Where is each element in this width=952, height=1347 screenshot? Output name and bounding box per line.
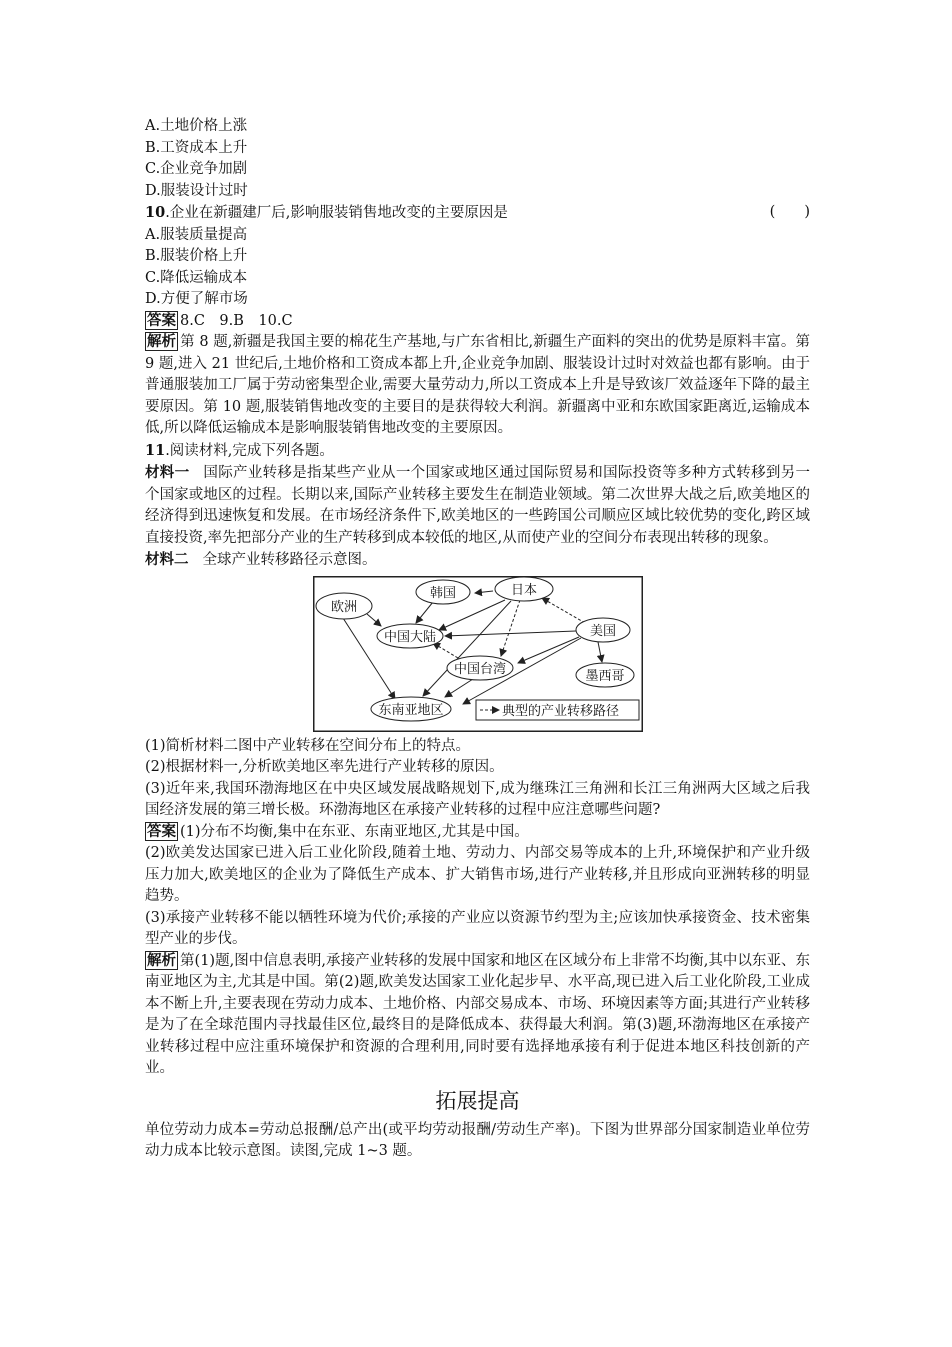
q11-sub-1: (1)简析材料二图中产业转移在空间分布上的特点。 [145, 737, 471, 754]
document-body [145, 116, 810, 1163]
answer-label: 答案 [147, 311, 176, 329]
answer-block-1 [145, 311, 810, 333]
legend-label: 典型的产业转移路径 [501, 703, 619, 719]
label-china: 中国大陆 [383, 629, 436, 645]
q10-answer-bracket: ( ) [769, 204, 810, 220]
label-sea: 东南亚地区 [377, 702, 444, 718]
label-europe: 欧洲 [330, 599, 357, 615]
analysis-label-2: 解析 [147, 951, 176, 969]
section-title: 拓展提高 [435, 1088, 520, 1113]
q10-stem-text: .企业在新疆建厂后,影响服装销售地改变的主要原因是 [165, 205, 508, 221]
analysis-label: 解析 [147, 333, 176, 350]
q11-stem-text: .阅读材料,完成下列各题。 [165, 442, 334, 459]
section-intro: 单位劳动力成本=劳动总报酬/总产出(或平均劳动报酬/劳动生产率)。下图为世界部分国家制造业单位劳动力成本比较示意图。读图,完成 1~3 题。 [145, 1121, 810, 1159]
q10-stem-row [145, 202, 810, 225]
q10-option-d: D.方便了解市场 [145, 291, 248, 307]
q10-option-a: A.服装质量提高 [145, 226, 248, 243]
q10-stem [145, 202, 508, 225]
label-japan: 日本 [510, 582, 537, 598]
material-2 [145, 549, 810, 572]
q11-sub-2: (2)根据材料一,分析欧美地区率先进行产业转移的原因。 [145, 759, 504, 775]
analysis-block-2 [145, 951, 810, 1080]
answer-block-2-item-3: (3)承接产业转移不能以牺牲环境为代价;承接的产业应以资源节约型为主;应该加快承接资金、技术密集型产业的步伐。 [145, 909, 810, 947]
material-1-label: 材料一 [145, 464, 190, 481]
answer-text: 8.C 9.B 10.C [180, 312, 293, 329]
q10-option-c: C.降低运输成本 [145, 269, 248, 286]
q10-number: 10 [145, 204, 166, 221]
label-usa: 美国 [589, 623, 616, 639]
answer-block-2-item-2: (2)欧美发达国家已进入后工业化阶段,随着土地、劳动力、内部交易等成本的上升,环境保护和产业升级压力加大,欧美地区的企业为了降低生产成本、扩大销售市场,进行产业转移,并且形成向亚洲转移的明显趋势。 [145, 845, 810, 904]
industry-transfer-diagram [313, 576, 643, 732]
analysis-2-text: 第(1)题,图中信息表明,承接产业转移的发展中国家和地区在区域分布上非常不均衡,其中以东亚、东南亚地区为主,尤其是中国。第(2)题,欧美发达国家工业化起步早、水平高,现已进入后工业化阶段,工业成本不断上升,主要表现在劳动力成本、土地价格、内部交易成本、市场、环境因素等方面;其进行产业转移是为了在全球范围内寻找最佳区位,最终目的是降低成本、获得最大利润。第(3)题,环渤海地区在承接产业转移过程中应注重环境保护和资源的合理利用,同时要有选择地承接有利于促进本地区科技创新的产业。 [145, 952, 810, 1076]
analysis-text: 第 8 题,新疆是我国主要的棉花生产基地,与广东省相比,新疆生产面料的突出的优势是原料丰富。第 9 题,进入 21 世纪后,土地价格和工资成本都上升,企业竞争加剧、服装设计过时对效益也都有影响。由于普通服装加工厂属于劳动密集型企业,需要大量劳动力,所以工资成本上升是导致该厂效益逐年下降的最主要原因。第 10 题,服装销售地改变的主要目的是获得较大利润。新疆离中亚和东欧国家距离近,运输成本低,所以降低运输成本是影响服装销售地改变的主要原因。 [145, 334, 810, 436]
q10-option-b: B.服装价格上升 [145, 248, 248, 264]
answer-label-2: 答案 [147, 822, 176, 840]
material-1 [145, 462, 810, 549]
label-korea: 韩国 [429, 585, 456, 601]
industry-transfer-diagram-wrap [145, 576, 810, 732]
q9-option-d: D.服装设计过时 [145, 182, 248, 199]
q11-number: 11 [145, 441, 166, 459]
material-1-text: 国际产业转移是指某些产业从一个国家或地区通过国际贸易和国际投资等多种方式转移到另一个国家或地区的过程。长期以来,国际产业转移主要发生在制造业领域。第二次世界大战之后,欧美地区的经济得到迅速恢复和发展。在市场经济条件下,欧美地区的一些跨国公司顺应区域比较优势的变化,跨区域直接投资,率先把部分产业的生产转移到成本较低的地区,从而使产业的空间分布表现出转移的现象。 [145, 465, 811, 546]
q9-option-a: A.土地价格上涨 [145, 118, 248, 134]
label-taiwan: 中国台湾 [453, 661, 506, 677]
answer-block-2-item-1 [145, 822, 810, 844]
material-2-text: 全球产业转移路径示意图。 [202, 552, 377, 568]
q11-sub-3: (3)近年来,我国环渤海地区在中央区域发展战略规划下,成为继珠江三角洲和长江三角洲两大区域之后我国经济发展的第三增长极。环渤海地区在承接产业转移的过程中应注意哪些问题? [145, 780, 810, 818]
label-mexico: 墨西哥 [584, 668, 625, 684]
diagram-legend [476, 700, 639, 720]
material-2-label: 材料二 [145, 551, 189, 568]
q9-option-c: C.企业竞争加剧 [145, 161, 248, 177]
analysis-block-1 [145, 332, 810, 440]
q11-stem [145, 440, 810, 463]
q9-option-b: B.工资成本上升 [145, 139, 248, 156]
answer-2-item-1: (1)分布不均衡,集中在东亚、东南亚地区,尤其是中国。 [180, 823, 529, 840]
